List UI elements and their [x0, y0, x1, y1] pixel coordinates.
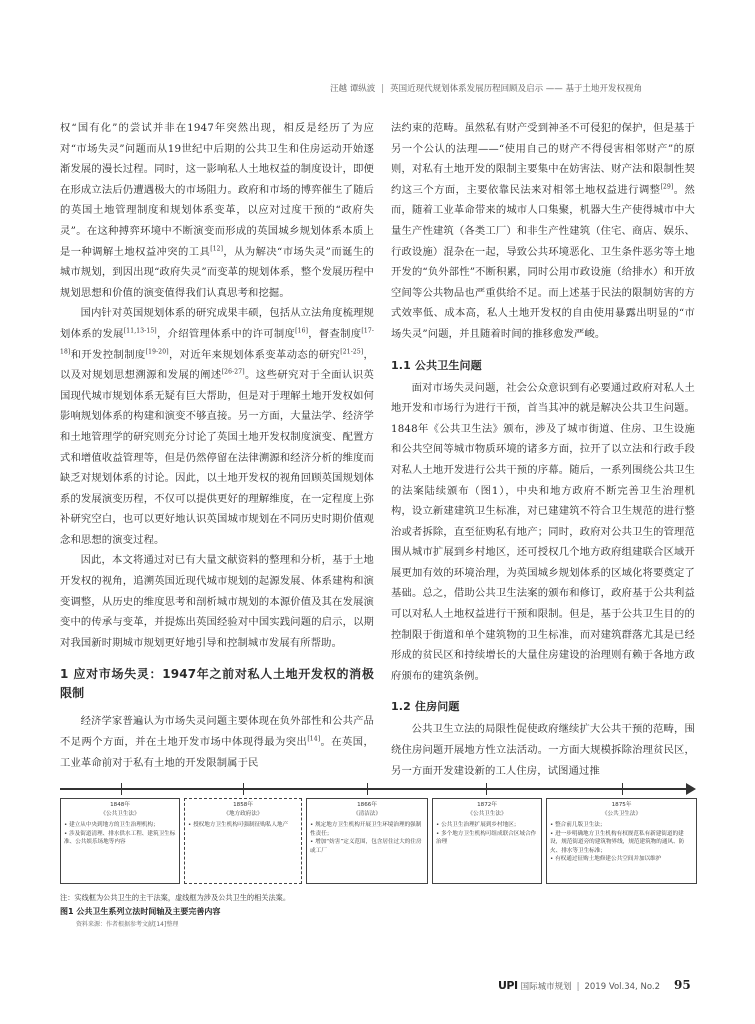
timeline-law: 《地方政府法》	[223, 810, 263, 817]
paragraph: 因此，本文将通过对已有大量文献资料的整理和分析，基于土地开发权的视角，追溯英国近现代城市规划的起源发展、体系建构和演变调整，从历史的维度思考和剖析城市规划的本源价值及其在发展演变中的传承与变革，并提炼出英国经验对中国实践问题的启示，以期对我国新时期城市规划更好地引导和控制城市发展有所帮助。	[60, 554, 374, 649]
timeline-tick	[121, 783, 122, 795]
timeline-axis	[60, 788, 690, 790]
timeline-item: • 涉及街道清理、排水供水工程、建筑卫生标准、公共娱乐场地等内容	[64, 830, 176, 847]
section-heading: 1 应对市场失灵：1947年之前对私人土地开发权的消极限制	[60, 667, 374, 701]
timeline-box-1872	[432, 798, 542, 884]
page-footer: UPI 国际城市规划 | 2019 Vol.34, No.2 95	[498, 978, 691, 992]
paragraph: 公共卫生立法的局限性促使政府继续扩大公共干预的范畴，围绕住房问题开展地方性立法活动。一方面大规模拆除治理贫民区，另一方面开发建设新的工人住房，试图通过推	[391, 723, 695, 777]
timeline-law: 《公共卫生法》	[601, 810, 642, 817]
figure-note: 注：实线框为公共卫生的主干法案，虚线框为涉及公共卫生的相关法案。	[60, 893, 291, 902]
left-column	[60, 118, 374, 773]
timeline-tick	[367, 783, 368, 795]
timeline-item: • 进一步明确地方卫生机构有权规范私有新建街道的建设，规范街道旁的建筑物界线，规范建筑物的通风、防火、排水等卫生标准；	[550, 830, 693, 856]
timeline-box-1875	[546, 798, 697, 884]
arrow-right-icon	[686, 783, 696, 795]
paragraph: 国内针对英国规划体系的研究成果丰硕，包括从立法角度梳理规划体系的发展[11,13-15]，介绍管理体系中的许可制度[16]，督查制度[17-18]和开发控制制度[19-20]，对近年来规划体系变革动态的研究[21-25]，以及对规划思想溯源和发展的阐述[26-27]。这些研究对于全面认识英国现代城市规划体系无疑有巨大帮助，但是对于理解土地开发权如何影响规划体系的构建和演变不够直接。另一方面，大量法学、经济学和土地管理学的研究则充分讨论了英国土地开发权制度演变、配置方式和增值收益管理等，但是仍然停留在法律溯源和经济分析的维度而缺乏对规划体系的讨论。因此，以土地开发权的视角回顾英国规划体系的发展演变历程，不仅可以提供更好的理解维度，在一定程度上弥补研究空白，也可以更好地认识英国城市规划在不同历史时期价值观念和思想的演变过程。	[60, 307, 375, 546]
timeline-item: • 有权通过征购土地修建公共空间并加以维护	[550, 855, 693, 864]
citation[interactable]: [26-27]	[221, 368, 245, 376]
subsection-heading: 1.2 住房问题	[391, 700, 460, 714]
timeline-item: • 多个地方卫生机构可组成联合区域合作治理	[436, 830, 538, 847]
citation[interactable]: [12]	[210, 245, 224, 253]
running-header: 汪越 谭纵波 | 英国近现代规划体系发展历程回顾及启示 —— 基于土地开发权视角	[330, 84, 642, 94]
journal-issue: 2019 Vol.34, No.2	[584, 982, 660, 992]
timeline-year: 1858年	[233, 802, 253, 808]
header-title: 英国近现代规划体系发展历程回顾及启示 —— 基于土地开发权视角	[390, 84, 642, 94]
timeline-box-1858	[184, 798, 302, 884]
timeline-year: 1848年	[110, 802, 130, 808]
timeline-item: • 增加“妨害”定义范围，包含居住过大的住房或工厂	[310, 838, 424, 855]
citation[interactable]: [21-25]	[340, 348, 364, 356]
figure-caption: 图1 公共卫生系列立法时间轴及主要完善内容	[60, 907, 221, 916]
right-column	[391, 118, 695, 781]
timeline-item: • 规定地方卫生机构开展卫生环境治理的强制性责任；	[310, 821, 424, 838]
timeline-tick	[486, 783, 487, 795]
citation[interactable]: [17-18]	[60, 327, 375, 356]
timeline-law: 《公共卫生法》	[467, 810, 507, 817]
page-number: 95	[673, 978, 691, 992]
timeline-item: • 整合前几版卫生法；	[550, 821, 693, 830]
timeline-year: 1866年	[357, 802, 377, 808]
subsection-heading: 1.1 公共卫生问题	[391, 358, 482, 372]
citation[interactable]: [11,13-15]	[123, 327, 157, 335]
timeline-year: 1875年	[611, 802, 632, 808]
paragraph: 权“国有化”的尝试并非在1947年突然出现，相反是经历了为应对“市场失灵”问题而从19世纪中后期的公共卫生和住房运动开始逐渐发展的漫长过程。同时，这一影响私人土地权益的制度设计，即便在形成立法后仍遭遇极大的市场阻力。政府和市场的博弈催生了随后的英国土地管理制度和规划体系变革，以应对过度干预的“政府失灵”。在这种搏弈环境中不断演变而形成的英国城乡规划体系本质上是一种调解土地权益冲突的工具[12]，从为解决“市场失灵”而诞生的城市规划，到因出现“政府失灵”而变革的规划体系，整个发展历程中规划思想和价值的演变值得我们认真思考和挖掘。	[60, 122, 374, 299]
timeline-law: 《清洁法》	[353, 810, 381, 817]
timeline-tick	[243, 783, 244, 795]
paragraph: 面对市场失灵问题，社会公众意识到有必要通过政府对私人土地开发和市场行为进行干预，首当其冲的就是解决公共卫生问题。1848年《公共卫生法》颁布，涉及了城市街道、住房、卫生设施和公共空间等城市物质环境的诸多方面，拉开了以立法和行政手段对私人土地开发进行公共干预的序幕。随后，一系列围绕公共卫生的法案陆续颁布（图1），中央和地方政府不断完善卫生治理机构，设立新建建筑卫生标准，对已建建筑不符合卫生规范的进行整治或者拆除，直至征购私有地产；同时，政府对公共卫生的管理范围从城市扩展到乡村地区，还可授权几个地方政府组建联合区域开展更加有效的环境治理，为英国城乡规划体系的区域化将要奠定了基础。总之，借助公共卫生法案的颁布和修订，政府基于公共利益可以对私人土地权益进行干预和限制。但是，基于公共卫生目的的控制限于街道和单个建筑物的卫生标准，而对建筑群落尤其是已经形成的贫民区和持续增长的大量住房建设的治理则有赖于各地方政府颁布的建筑条例。	[391, 381, 695, 682]
timeline-box-1866	[306, 798, 428, 884]
timeline-box-1848	[60, 798, 180, 884]
timeline-law: 《公共卫生法》	[100, 810, 140, 817]
journal-logo: UPI	[498, 979, 518, 992]
paragraph: 经济学家普遍认为市场失灵问题主要体现在负外部性和公共产品不足两个方面，并在土地开发市场中体现得最为突出[14]。在英国，工业革命前对于私有土地的开发限制属于民	[60, 715, 374, 769]
paragraph: 法约束的范畴。虽然私有财产受到神圣不可侵犯的保护，但是基于另一个公认的法理——“使用自己的财产不得侵害相邻财产”的原则，对私有土地开发的限制主要集中在妨害法、财产法和限制性契约这三个方面，主要依靠民法来对相邻土地权益进行调整[29]。然而，随着工业革命带来的城市人口集聚，机器大生产使得城市中大量生产性建筑（各类工厂）和非生产性建筑（住宅、商店、娱乐、行政设施）混杂在一起，导致公共环境恶化、卫生条件恶劣等土地开发的“负外部性”不断积累，同时公用市政设施（给排水）和开放空间等公共物品也严重供给不足。而上述基于民法的限制妨害的方式效率低、成本高，私人土地开发权的自由使用暴露出明显的“市场失灵”问题，并且随着时间的推移愈发严峻。	[391, 122, 695, 340]
timeline-item: • 公共卫生治理扩展到乡村地区；	[436, 821, 538, 830]
timeline-year: 1872年	[477, 802, 497, 808]
citation[interactable]: [16]	[295, 327, 309, 335]
header-authors: 汪越 谭纵波	[330, 84, 376, 94]
timeline-item: • 建立从中央到地方的卫生治理机构；	[64, 821, 176, 830]
citation[interactable]: [14]	[307, 735, 321, 743]
timeline-item: • 授权地方卫生机构可强制征购私人地产	[188, 821, 298, 830]
timeline-figure	[60, 780, 697, 888]
citation[interactable]: [29]	[660, 183, 674, 191]
timeline-tick	[622, 783, 623, 795]
figure-source: 资料来源：作者根据参考文献[14]整理	[76, 921, 179, 928]
citation[interactable]: [19-20]	[145, 348, 169, 356]
journal-name: 国际城市规划	[520, 982, 572, 992]
